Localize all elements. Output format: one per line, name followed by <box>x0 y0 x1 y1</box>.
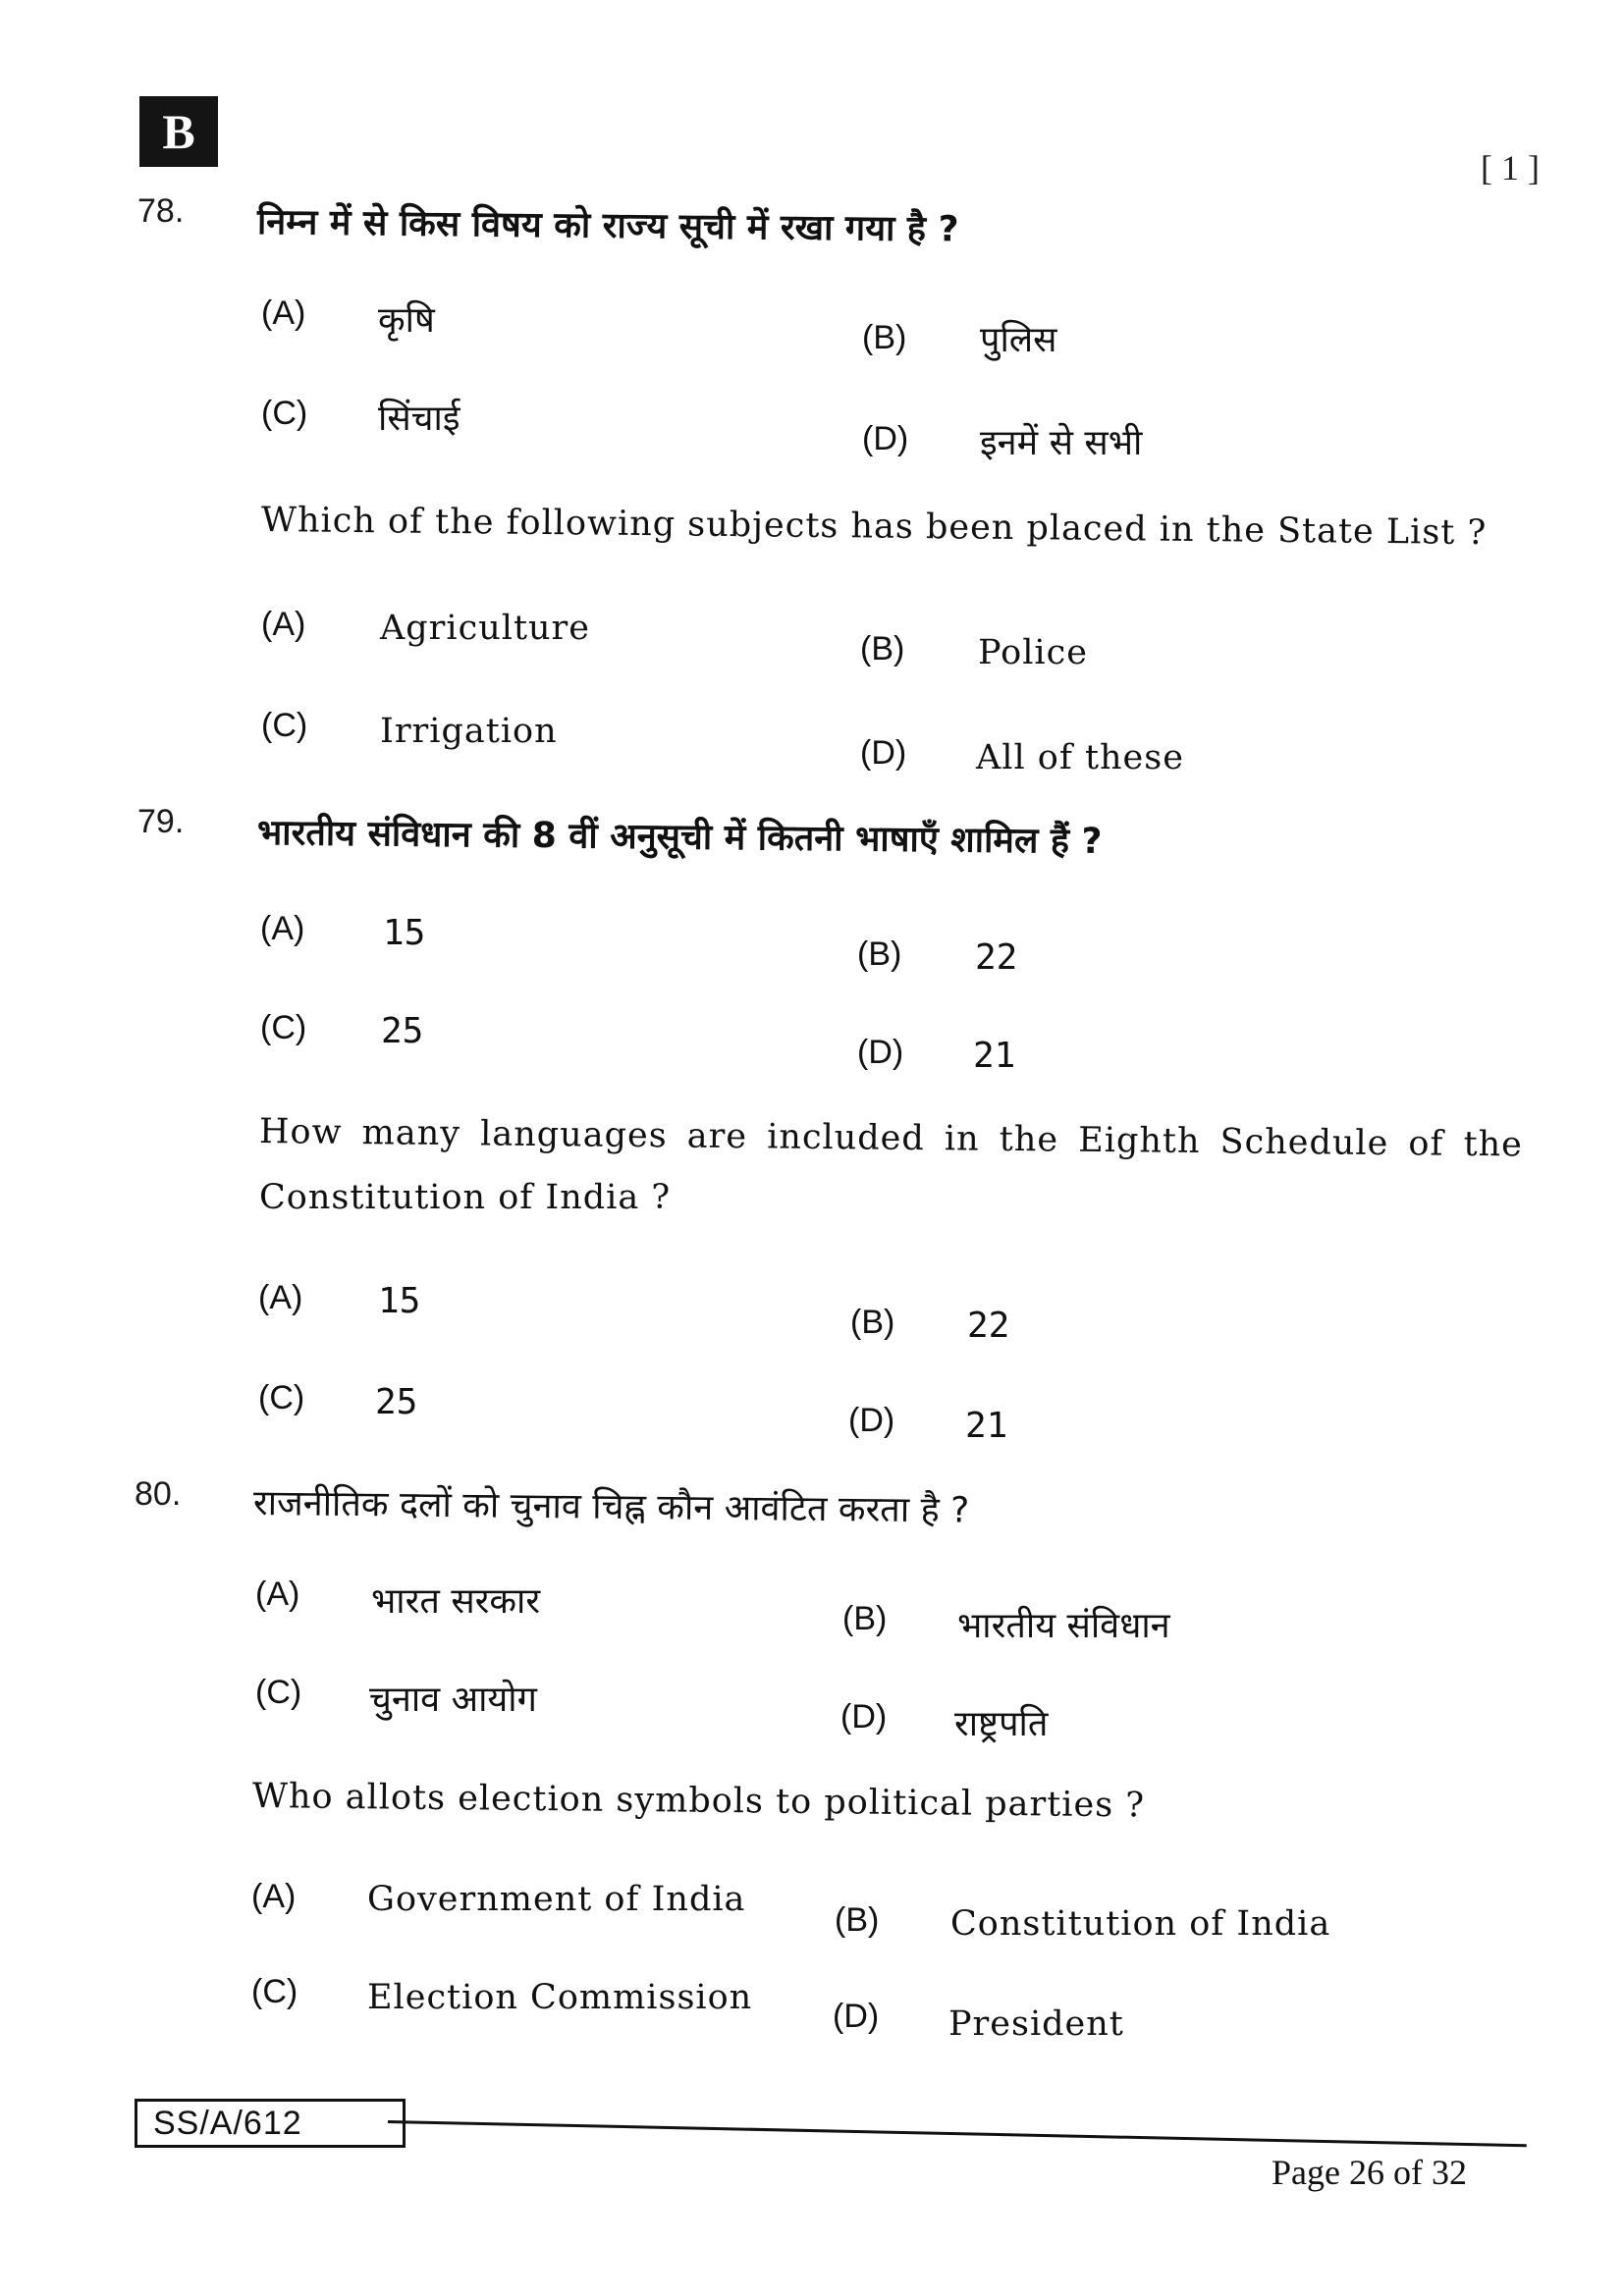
option-label-a: (A) <box>261 606 306 643</box>
option-text-b: Police <box>978 633 1088 672</box>
question-number: 78. <box>137 192 185 230</box>
question-text-hindi: निम्न में से किस विषय को राज्य सूची में रखा गया है ? <box>256 202 959 250</box>
option-label-c: (C) <box>261 707 308 744</box>
option-label-d: (D) <box>857 1034 904 1071</box>
option-text-a: Government of India <box>367 1880 746 1919</box>
option-label-b: (B) <box>842 1600 888 1637</box>
option-text-c: Irrigation <box>380 712 558 751</box>
question-text-english: Which of the following subjects has been placed in the State List ? <box>260 501 1488 554</box>
option-text-b: भारतीय संविधान <box>957 1606 1170 1646</box>
option-text-c: चुनाव आयोग <box>369 1680 537 1720</box>
option-text-d: President <box>948 2004 1124 2044</box>
option-label-a: (A) <box>255 1575 300 1613</box>
option-text-b: Constitution of India <box>950 1904 1331 1944</box>
option-text-d: 21 <box>973 1036 1016 1076</box>
option-label-c: (C) <box>258 1379 305 1416</box>
option-label-b: (B) <box>850 1304 895 1341</box>
option-text-a: Agriculture <box>380 609 590 648</box>
option-label-d: (D) <box>862 420 909 457</box>
option-label-a: (A) <box>258 1279 303 1316</box>
option-label-c: (C) <box>255 1674 302 1711</box>
option-text-d: 21 <box>965 1406 1008 1446</box>
option-label-c: (C) <box>260 1009 307 1046</box>
option-text-d: राष्ट्रपति <box>954 1704 1049 1744</box>
question-number: 80. <box>135 1475 182 1513</box>
option-text-a: कृषि <box>378 300 435 341</box>
option-text-b: पुलिस <box>980 320 1057 360</box>
question-text-hindi: राजनीतिक दलों को चुनाव चिह्न कौन आवंटित करता है ? <box>252 1483 970 1531</box>
option-text-c: 25 <box>375 1382 418 1422</box>
option-text-b: 22 <box>967 1306 1010 1346</box>
option-text-b: 22 <box>975 937 1018 978</box>
option-text-a: भारत सरकार <box>371 1581 541 1622</box>
option-label-d: (D) <box>833 1998 880 2035</box>
question-text-hindi: भारतीय संविधान की 8 वीं अनुसूची में कितनी भाषाएँ शामिल हैं ? <box>256 813 1103 863</box>
option-label-b: (B) <box>860 630 905 667</box>
set-code-badge: B <box>139 96 218 167</box>
option-label-c: (C) <box>261 395 308 432</box>
question-text-english-line1: How many languages are included in the Eighth Schedule of the <box>258 1112 1524 1165</box>
option-label-a: (A) <box>261 294 306 332</box>
option-label-d: (D) <box>848 1402 895 1439</box>
option-text-c: 25 <box>381 1011 424 1051</box>
option-text-a: 15 <box>378 1281 421 1321</box>
option-label-d: (D) <box>840 1698 888 1735</box>
option-text-d: All of these <box>976 738 1184 777</box>
option-label-a: (A) <box>251 1878 297 1915</box>
question-number: 79. <box>137 803 185 840</box>
page-number: Page 26 of 32 <box>1272 2153 1467 2192</box>
option-text-c: Election Commission <box>367 1978 753 2017</box>
paper-code-box: SS/A/612 <box>135 2099 406 2148</box>
option-label-b: (B) <box>862 319 907 356</box>
footer-divider <box>388 2120 1527 2147</box>
question-text-english: Who allots election symbols to political parties ? <box>251 1777 1146 1826</box>
option-text-d: इनमें से सभी <box>980 423 1143 463</box>
option-label-a: (A) <box>260 910 305 947</box>
option-text-c: सिंचाई <box>378 399 460 439</box>
marks-indicator: [ 1 ] <box>1481 148 1540 187</box>
option-label-d: (D) <box>860 734 907 772</box>
question-text-english-line2: Constitution of India ? <box>259 1178 672 1217</box>
option-label-b: (B) <box>835 1901 880 1939</box>
option-label-c: (C) <box>251 1973 298 2010</box>
option-text-a: 15 <box>383 913 426 953</box>
option-label-b: (B) <box>857 935 902 973</box>
